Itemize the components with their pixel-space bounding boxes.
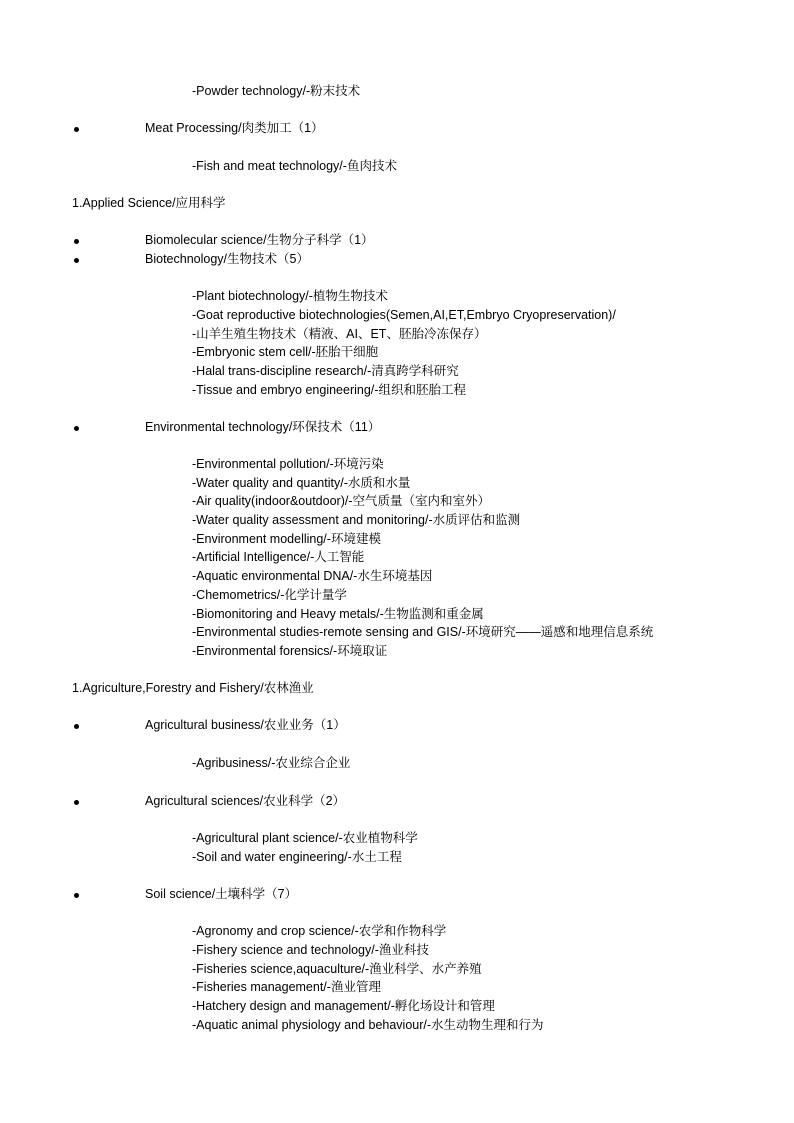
section-heading-agriculture: 1.Agriculture,Forestry and Fishery/农林渔业: [72, 681, 314, 695]
bullet-icon: [74, 258, 79, 263]
bullet-icon: [74, 893, 79, 898]
list-item: -Biomonitoring and Heavy metals/-生物监测和重金属: [192, 607, 484, 621]
list-item: -Water quality assessment and monitoring/-水质评估和监测: [192, 513, 521, 527]
list-item: -Environment modelling/-环境建模: [192, 532, 381, 546]
list-item: -Goat reproductive biotechnologies(Semen,AI,ET,Embryo Cryopreservation)/: [192, 308, 616, 322]
list-item: -Aquatic animal physiology and behaviour/-水生动物生理和行为: [192, 1018, 544, 1032]
list-item: -Soil and water engineering/-水土工程: [192, 850, 402, 864]
bullet-icon: [74, 800, 79, 805]
list-item: -Plant biotechnology/-植物生物技术: [192, 289, 388, 303]
list-item: -Agricultural plant science/-农业植物科学: [192, 831, 418, 845]
list-item: -Halal trans-discipline research/-清真跨学科研究: [192, 364, 459, 378]
list-item: -Embryonic stem cell/-胚胎干细胞: [192, 345, 379, 359]
section-heading-applied-science: 1.Applied Science/应用科学: [72, 196, 226, 210]
list-item: -Fisheries science,aquaculture/-渔业科学、水产养殖: [192, 962, 482, 976]
list-item: -Environmental studies-remote sensing and GIS/-环境研究——遥感和地理信息系统: [192, 625, 654, 639]
list-item: -Fisheries management/-渔业管理: [192, 980, 381, 994]
list-item: -Fishery science and technology/-渔业科技: [192, 943, 429, 957]
bullet-icon: [74, 127, 79, 132]
bullet-icon: [74, 239, 79, 244]
category-biotechnology: Biotechnology/生物技术（5）: [145, 252, 309, 266]
bullet-icon: [74, 724, 79, 729]
category-agricultural-sciences: Agricultural sciences/农业科学（2）: [145, 794, 346, 808]
category-environmental-technology: Environmental technology/环保技术（11）: [145, 420, 381, 434]
category-soil-science: Soil science/土壤科学（7）: [145, 887, 298, 901]
list-item: -Chemometrics/-化学计量学: [192, 588, 347, 602]
bullet-icon: [74, 426, 79, 431]
list-item: -Water quality and quantity/-水质和水量: [192, 476, 411, 490]
category-meat-processing: Meat Processing/肉类加工（1）: [145, 121, 324, 135]
list-item: -Air quality(indoor&outdoor)/-空气质量（室内和室外）: [192, 494, 490, 508]
list-item: -Environmental pollution/-环境污染: [192, 457, 384, 471]
list-item: -Fish and meat technology/-鱼肉技术: [192, 159, 397, 173]
list-item: -Powder technology/-粉末技术: [192, 84, 361, 98]
category-biomolecular-science: Biomolecular science/生物分子科学（1）: [145, 233, 374, 247]
list-item: -Hatchery design and management/-孵化场设计和管理: [192, 999, 495, 1013]
list-item: -Agribusiness/-农业综合企业: [192, 756, 351, 770]
list-item: -Tissue and embryo engineering/-组织和胚胎工程: [192, 383, 466, 397]
list-item: -Aquatic environmental DNA/-水生环境基因: [192, 569, 433, 583]
category-agricultural-business: Agricultural business/农业业务（1）: [145, 718, 346, 732]
list-item: -Environmental forensics/-环境取证: [192, 644, 388, 658]
list-item: -Artificial Intelligence/-人工智能: [192, 550, 365, 564]
list-item: -山羊生殖生物技术（精液、AI、ET、胚胎冷冻保存）: [192, 327, 487, 341]
list-item: -Agronomy and crop science/-农学和作物科学: [192, 924, 447, 938]
